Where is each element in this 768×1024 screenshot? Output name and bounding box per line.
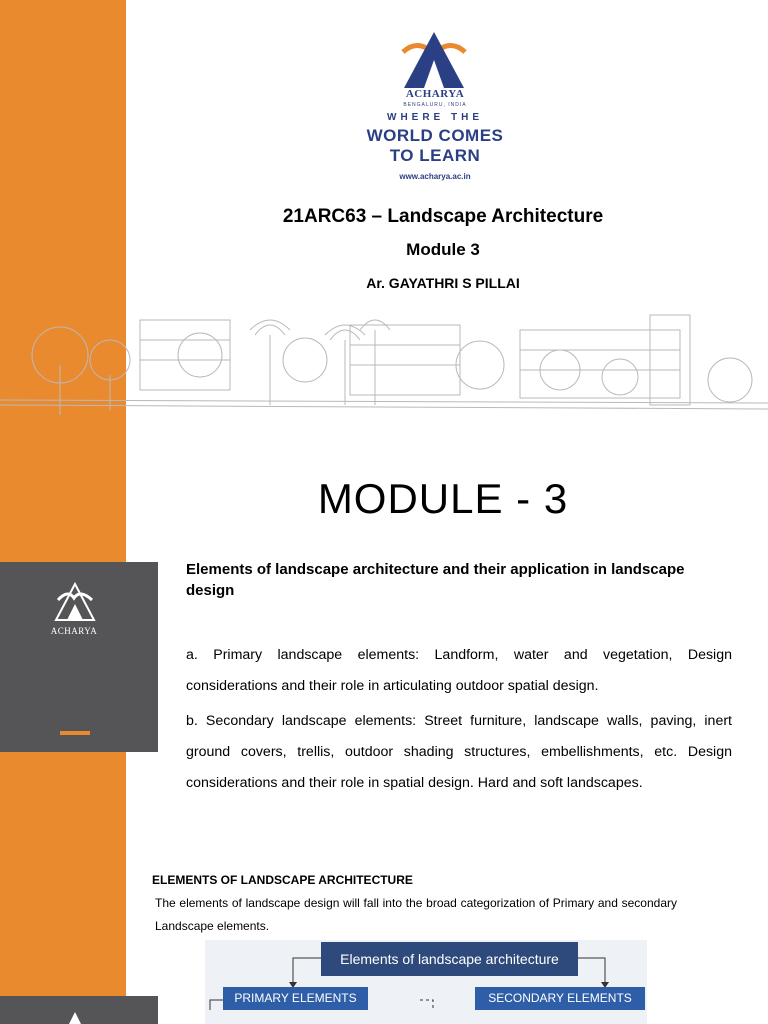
module-subtitle: Module 3 [406, 240, 480, 259]
logo-tagline-2: WORLD COMES [366, 126, 504, 145]
diagram-root-box: Elements of landscape architecture [321, 942, 578, 976]
logo-city: BENGALURU, INDIA [403, 102, 467, 108]
diagram-secondary-box: SECONDARY ELEMENTS [475, 987, 645, 1010]
acharya-logo [340, 30, 530, 185]
side-logo-icon [0, 562, 158, 682]
course-title: 21ARC63 – Landscape Architecture [282, 206, 604, 227]
side-logo-panel-2 [0, 996, 158, 1024]
side-logo-text: ACHARYA [50, 626, 98, 636]
logo-tagline-1: WHERE THE [387, 112, 483, 123]
logo-name: ACHARYA [405, 88, 465, 100]
side-logo-panel [0, 562, 158, 752]
author-name: Ar. GAYATHRI S PILLAI [366, 275, 520, 291]
paragraph-secondary: b. Secondary landscape elements: Street furniture, landscape walls, paving, inert ground covers, trellis, outdoor shading structures, embellishments, etc. Design considerations and their role in spatial design. Hard and soft landscapes. [186, 713, 732, 791]
elements-section-heading: ELEMENTS OF LANDSCAPE ARCHITECTURE [152, 873, 413, 887]
module-heading: MODULE - 3 [317, 475, 569, 522]
content-heading: Elements of landscape architecture and their application in landscape design [186, 561, 685, 599]
orange-side-bar [0, 0, 126, 1024]
side-logo-icon-2 [0, 996, 158, 1024]
orange-dash [60, 731, 90, 735]
logo-tagline-3: TO LEARN [389, 146, 481, 165]
diagram-primary-box: PRIMARY ELEMENTS [223, 987, 368, 1010]
acharya-logo-icon [340, 30, 530, 90]
campus-sketch-illustration [0, 305, 768, 440]
logo-url[interactable]: www.acharya.ac.in [399, 172, 471, 181]
elements-section-text: The elements of landscape design will fall into the broad categorization of Primary and secondary Landscape elements. [155, 896, 677, 933]
paragraph-primary: a. Primary landscape elements: Landform, water and vegetation, Design considerations and their role in articulating outdoor spatial design. [186, 647, 732, 694]
